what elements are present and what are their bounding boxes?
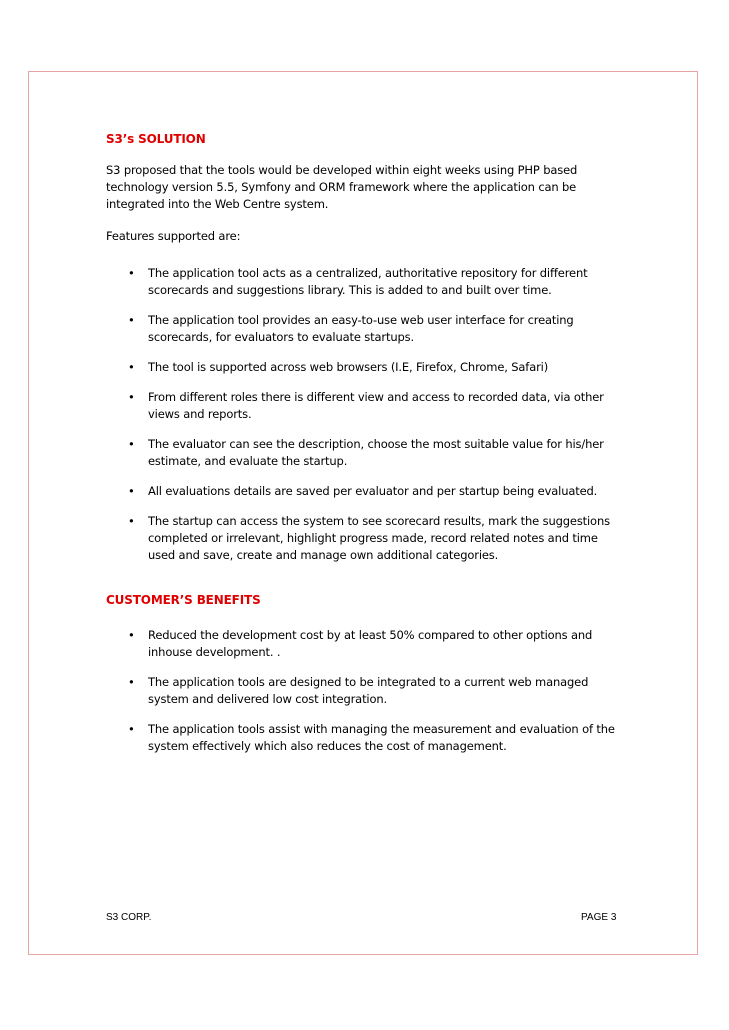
solution-heading: S3’s SOLUTION bbox=[106, 132, 206, 146]
bullet-icon: • bbox=[128, 675, 135, 689]
footer-page-number: PAGE 3 bbox=[581, 912, 617, 923]
list-item: • The application tool acts as a centralized, authoritative repository for different scorecards and suggestions library. This is added to and built over time. bbox=[128, 266, 588, 297]
solution-intro: S3 proposed that the tools would be developed within eight weeks using PHP based technology version 5.5, Symfony and ORM framework where the application can be integrated into the Web Centre system. bbox=[106, 163, 578, 211]
benefits-list bbox=[106, 627, 626, 755]
list-item: • The application tool provides an easy-to-use web user interface for creating scorecards, for evaluators to evaluate startups. bbox=[128, 313, 574, 344]
bullet-icon: • bbox=[128, 390, 135, 404]
list-item: • The tool is supported across web browsers (I.E, Firefox, Chrome, Safari) bbox=[128, 360, 549, 374]
list-item: • The application tools are designed to be integrated to a current web managed system and delivered low cost integration. bbox=[128, 675, 589, 706]
list-item: • The application tools assist with managing the measurement and evaluation of the system effectively which also reduces the cost of management. bbox=[128, 722, 615, 753]
bullet-icon: • bbox=[128, 514, 135, 528]
bullet-icon: • bbox=[128, 313, 135, 327]
footer-company: S3 CORP. bbox=[106, 912, 152, 923]
bullet-icon: • bbox=[128, 628, 135, 642]
list-item: • From different roles there is different view and access to recorded data, via other views and reports. bbox=[128, 390, 604, 421]
features-label: Features supported are: bbox=[106, 229, 241, 243]
document-body bbox=[106, 131, 626, 768]
bullet-icon: • bbox=[128, 360, 135, 374]
list-item: • The startup can access the system to see scorecard results, mark the suggestions completed or irrelevant, highlight progress made, record related notes and time used and save, create and manage own additional categories. bbox=[128, 514, 610, 562]
bullet-icon: • bbox=[128, 266, 135, 280]
list-item: • Reduced the development cost by at least 50% compared to other options and inhouse development. . bbox=[128, 628, 593, 659]
bullet-icon: • bbox=[128, 722, 135, 736]
list-item: • All evaluations details are saved per evaluator and per startup being evaluated. bbox=[128, 484, 598, 498]
list-item: • The evaluator can see the description, choose the most suitable value for his/her estimate, and evaluate the startup. bbox=[128, 437, 604, 468]
benefits-heading: CUSTOMER’S BENEFITS bbox=[106, 593, 261, 607]
bullet-icon: • bbox=[128, 484, 135, 498]
features-list bbox=[106, 265, 626, 564]
bullet-icon: • bbox=[128, 437, 135, 451]
